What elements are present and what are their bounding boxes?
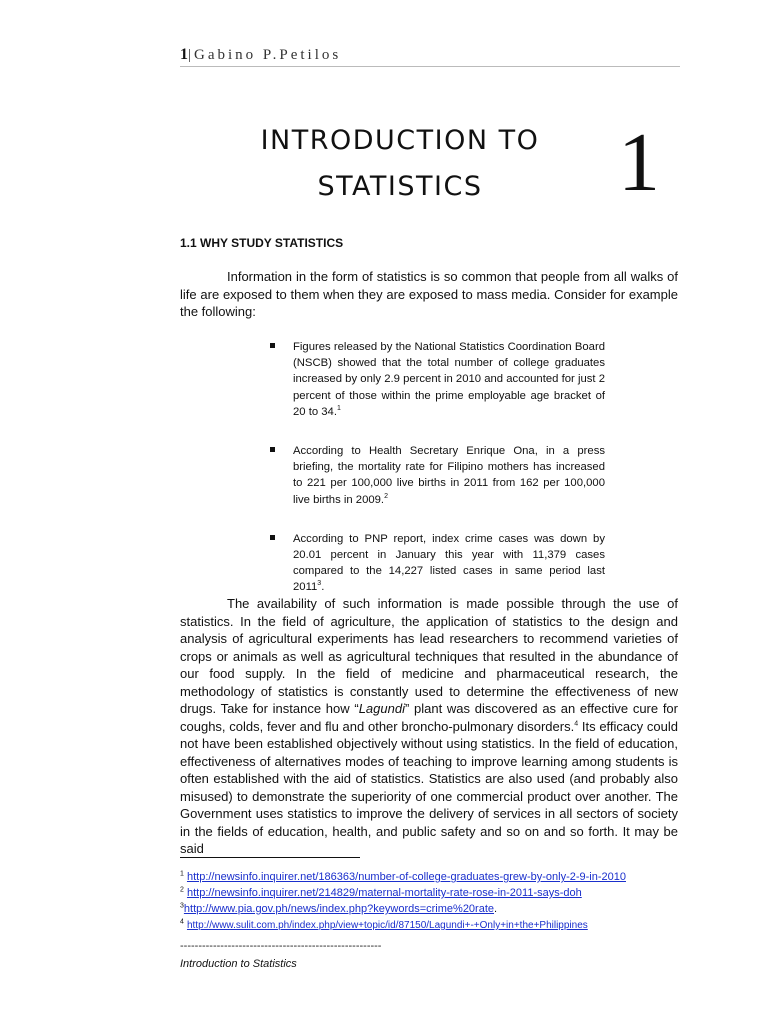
body-paragraph — [180, 595, 678, 858]
footnote-ref[interactable]: 2 — [384, 492, 388, 500]
bullet-square-icon — [270, 535, 275, 540]
chapter-title-line2: STATISTICS — [317, 171, 483, 202]
bullet-square-icon — [270, 447, 275, 452]
footnote-trail: . — [494, 903, 498, 915]
header-separator: | — [188, 47, 195, 63]
chapter-title — [240, 118, 560, 210]
footnote-ref[interactable]: 3 — [317, 580, 322, 588]
header-author: Gabino P.Petilos — [194, 47, 342, 63]
bullet-text: According to Health Secretary Enrique Ona, in a press briefing, the mortality rate for Filipino mothers has increased to 221 per 100,000 live births in 2011 from 162 per 100,000 live births in 2009. — [293, 445, 605, 506]
footnote-ref[interactable]: 4 — [574, 720, 579, 728]
footnote-item — [180, 869, 700, 885]
footnotes — [180, 869, 700, 934]
section-heading: 1.1 WHY STUDY STATISTICS — [180, 236, 344, 250]
footnote-item — [180, 917, 700, 934]
intro-paragraph — [180, 268, 678, 321]
bullet-square-icon — [270, 343, 275, 348]
footnote-number: 2 — [180, 886, 184, 894]
footnote-number: 4 — [180, 918, 184, 926]
footnote-number: 3 — [180, 902, 184, 910]
footnote-ref[interactable]: 1 — [336, 405, 341, 413]
footnote-item — [180, 901, 700, 917]
bullet-text: According to PNP report, index crime cases was down by 20.01 percent in January this year with 11,379 cases compared to the 14,227 listed cases in same period last 2011 — [293, 532, 605, 594]
page-header — [180, 46, 680, 64]
footnote-rule — [180, 857, 360, 858]
footnote-item — [180, 885, 700, 901]
footer-dashes: ------------------------------------------------------- — [180, 940, 382, 952]
chapter-number: 1 — [618, 116, 660, 209]
body-text-part2: ” plant was discovered as an effective cure for coughs, colds, fever and flu and other broncho-pulmonary disorders. — [180, 701, 678, 734]
body-text-part1: The availability of such information is made possible through the use of statistics. In the field of agriculture, the application of statistics to the design and analysis of agricultural experiments has lead researchers to recommend varieties of crops or animals as well as agricultural techniques that resulted in the abundance of our food supply. In the field of medicine and pharmaceutical research, the methodology of statistics is constantly used to determine the effectiveness of new drugs. Take for instance how “ — [180, 596, 678, 716]
footnote-link[interactable]: http://www.sulit.com.ph/index.php/view+topic/id/87150/Lagundi+-+Only+in+the+Philippines — [186, 920, 588, 931]
body-text-italic: Lagundi — [358, 701, 405, 716]
bullet-item — [270, 443, 605, 508]
bullet-list — [270, 339, 605, 619]
bullet-trail: . — [321, 581, 325, 594]
intro-paragraph-text: Information in the form of statistics is so common that people from all walks of life are exposed to them when they are exposed to mass media. Consider for example the following: — [180, 269, 678, 319]
bullet-text: Figures released by the National Statistics Coordination Board (NSCB) showed that the total number of college graduates increased by only 2.9 percent in 2010 and accounted for just 2 percent of those within the prime employable age bracket of 20 to 34. — [293, 341, 605, 418]
footnote-link[interactable]: http://newsinfo.inquirer.net/186363/number-of-college-graduates-grew-by-only-2-9-in-2010 — [186, 871, 626, 883]
footnote-link[interactable]: http://newsinfo.inquirer.net/214829/maternal-mortality-rate-rose-in-2011-says-doh — [186, 887, 582, 899]
page-number: 1 — [180, 46, 188, 63]
body-text-part3: Its efficacy could not have been established objectively without using statistics. In the field of education, effectiveness of alternatives modes of teaching to improve learning among students is often established with the aid of statistics. Statistics are also used (and probably also misused) to demonstrate the superiority of one commercial product over another. The Government uses statistics to improve the delivery of services in all sectors of society in the fields of education, health, and public safety and so on and so forth. It may be said — [180, 718, 678, 856]
footer-text: Introduction to Statistics — [180, 958, 297, 970]
header-rule — [180, 66, 680, 67]
footnote-link[interactable]: http://www.pia.gov.ph/news/index.php?keywords=crime%20rate — [183, 903, 495, 915]
chapter-title-line1: INTRODUCTION TO — [260, 125, 540, 156]
bullet-item — [270, 339, 605, 420]
bullet-item — [270, 531, 605, 596]
footnote-number: 1 — [180, 870, 184, 878]
